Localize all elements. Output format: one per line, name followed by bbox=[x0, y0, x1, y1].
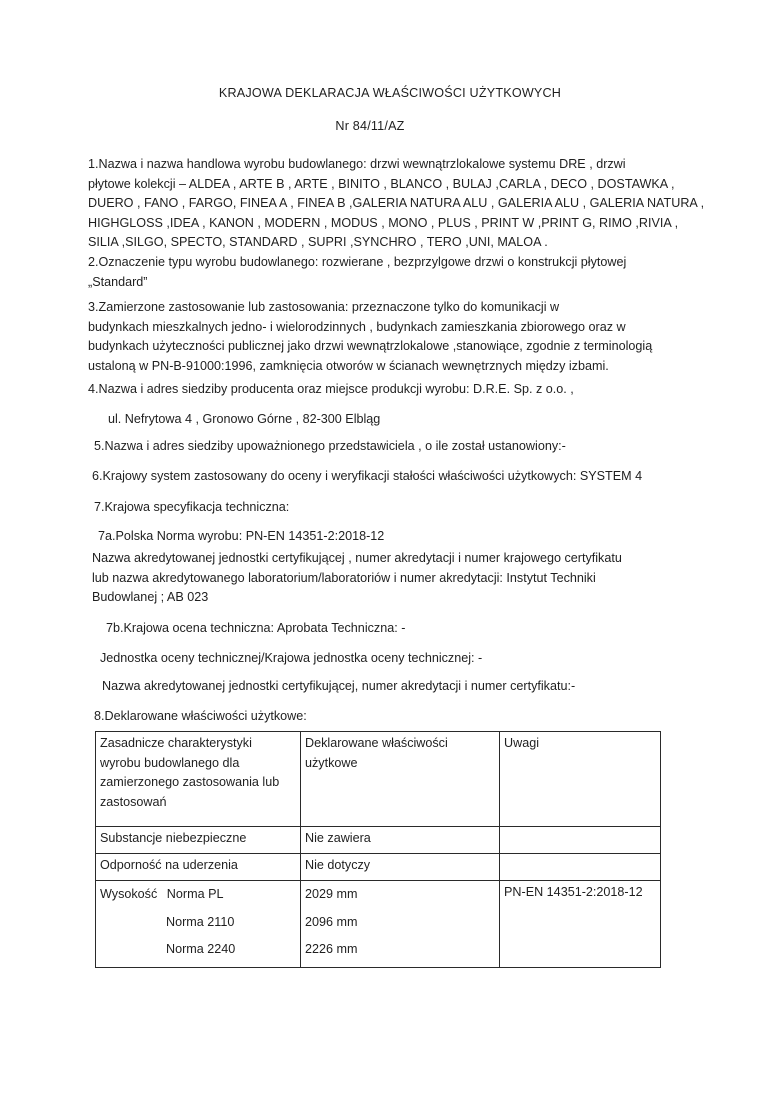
section-6 bbox=[92, 467, 642, 487]
norm-name: Norma 2110 bbox=[166, 914, 235, 929]
height-value: 2029 mm bbox=[305, 887, 358, 901]
text-line: 8.Deklarowane właściwości użytkowe: bbox=[94, 709, 307, 723]
text-line: lub nazwa akredytowanego laboratorium/laboratoriów i numer akredytacji: Instytut Techniki bbox=[92, 570, 596, 585]
section-7a-body bbox=[92, 549, 622, 608]
section-8 bbox=[94, 707, 307, 727]
cell-line: zastosowań bbox=[100, 794, 167, 809]
norm-name: Norma PL bbox=[166, 887, 224, 901]
text-line: budynkach użyteczności publicznej jako drzwi wewnątrzlokalowe ,stanowiące, zgodnie z terminologią bbox=[88, 339, 653, 354]
section-5 bbox=[94, 437, 566, 457]
cell-line: Uwagi bbox=[504, 736, 539, 750]
table-row bbox=[96, 827, 661, 854]
cell-line: zamierzonego zastosowania lub bbox=[100, 775, 280, 790]
text-line: Budowlanej ; AB 023 bbox=[92, 590, 209, 605]
table-cell: Nie zawiera bbox=[301, 827, 500, 854]
section-7a bbox=[98, 527, 384, 547]
norm-note: PN-EN 14351-2:2018-12 bbox=[504, 885, 643, 899]
text-line: 6.Krajowy system zastosowany do oceny i weryfikacji stałości właściwości użytkowych: SYSTEM 4 bbox=[92, 469, 643, 483]
properties-table bbox=[95, 731, 661, 968]
text-line: 5.Nazwa i adres siedziby upoważnionego przedstawiciela , o ile został ustanowiony:- bbox=[94, 439, 566, 453]
height-line-1 bbox=[100, 885, 296, 905]
table-cell-height-label bbox=[96, 881, 301, 968]
text-line: 7.Krajowa specyfikacja techniczna: bbox=[94, 500, 290, 514]
producer-address bbox=[108, 410, 380, 430]
table-cell: Nie dotyczy bbox=[301, 854, 500, 881]
text-line: Nazwa akredytowanej jednostki certyfikującej , numer akredytacji i numer krajowego certyfikatu bbox=[92, 551, 622, 565]
text-line: DUERO , FANO , FARGO, FINEA A , FINEA B ,GALERIA NATURA ALU , GALERIA ALU , GALERIA NATURA , bbox=[88, 196, 705, 211]
height-label: Wysokość bbox=[100, 887, 158, 901]
cell-line: wyrobu budowlanego dla bbox=[100, 755, 240, 770]
section-1 bbox=[88, 155, 704, 253]
norm-name: Norma 2240 bbox=[166, 942, 236, 957]
table-cell-height-values bbox=[301, 881, 500, 968]
section-7b-unit bbox=[100, 649, 482, 669]
section-7b-cert bbox=[102, 677, 575, 697]
table-cell-height-note bbox=[500, 881, 661, 968]
text-line: HIGHGLOSS ,IDEA , KANON , MODERN , MODUS , MONO , PLUS , PRINT W ,PRINT G, RIMO ,RIVIA , bbox=[88, 215, 679, 230]
text-line: SILIA ,SILGO, SPECTO, STANDARD , SUPRI ,SYNCHRO , TERO ,UNI, MALOA . bbox=[88, 235, 548, 250]
header-cell-notes bbox=[500, 732, 661, 827]
text-line: Nazwa akredytowanej jednostki certyfikującej, numer akredytacji i numer certyfikatu:- bbox=[102, 679, 576, 693]
section-4 bbox=[88, 380, 574, 400]
text-line: 2.Oznaczenie typu wyrobu budowlanego: rozwierane , bezprzylgowe drzwi o konstrukcji płytowej bbox=[88, 255, 627, 269]
section-7 bbox=[94, 498, 289, 518]
header-cell-characteristics bbox=[96, 732, 301, 827]
cell-line: użytkowe bbox=[305, 755, 358, 770]
height-value: 2226 mm bbox=[305, 942, 358, 957]
section-3 bbox=[88, 298, 652, 376]
text-line: 7b.Krajowa ocena techniczna: Aprobata Techniczna: - bbox=[106, 621, 406, 635]
text-line: 1.Nazwa i nazwa handlowa wyrobu budowlanego: drzwi wewnątrzlokalowe systemu DRE , drzwi bbox=[88, 157, 626, 171]
table-cell bbox=[500, 854, 661, 881]
section-2 bbox=[88, 253, 626, 292]
cell-line: Zasadnicze charakterystyki bbox=[100, 736, 252, 750]
table-cell: Odporność na uderzenia bbox=[96, 854, 301, 881]
table-cell: Substancje niebezpieczne bbox=[96, 827, 301, 854]
declaration-number: Nr 84/11/AZ bbox=[335, 119, 405, 133]
document-title: KRAJOWA DEKLARACJA WŁAŚCIWOŚCI UŻYTKOWYCH bbox=[218, 86, 562, 100]
text-line: „Standard” bbox=[88, 274, 148, 289]
height-value: 2096 mm bbox=[305, 914, 358, 929]
text-line: Jednostka oceny technicznej/Krajowa jednostka oceny technicznej: - bbox=[100, 651, 483, 665]
table-cell bbox=[500, 827, 661, 854]
text-line: 7a.Polska Norma wyrobu: PN-EN 14351-2:2018-12 bbox=[98, 529, 385, 543]
header-cell-declared bbox=[301, 732, 500, 827]
table-header-row bbox=[96, 732, 661, 827]
section-7b bbox=[106, 619, 405, 639]
text-line: ul. Nefrytowa 4 , Gronowo Górne , 82-300 Elbląg bbox=[108, 412, 381, 426]
text-line: ustaloną w PN-B-91000:1996, zamknięcia otworów w ścianach wewnętrznych między izbami. bbox=[88, 358, 609, 373]
text-line: płytowe kolekcji – ALDEA , ARTE B , ARTE , BINITO , BLANCO , BULAJ ,CARLA , DECO , DOSTAWKA , bbox=[88, 176, 675, 191]
text-line: 4.Nazwa i adres siedziby producenta oraz miejsce produkcji wyrobu: D.R.E. Sp. z o.o. , bbox=[88, 382, 574, 396]
table-row-height bbox=[96, 881, 661, 968]
cell-line: Deklarowane właściwości bbox=[305, 736, 448, 750]
text-line: 3.Zamierzone zastosowanie lub zastosowania: przeznaczone tylko do komunikacji w bbox=[88, 300, 560, 314]
text-line: budynkach mieszkalnych jedno- i wielorodzinnych , budynkach zamieszkania zbiorowego oraz w bbox=[88, 319, 626, 334]
table-row bbox=[96, 854, 661, 881]
